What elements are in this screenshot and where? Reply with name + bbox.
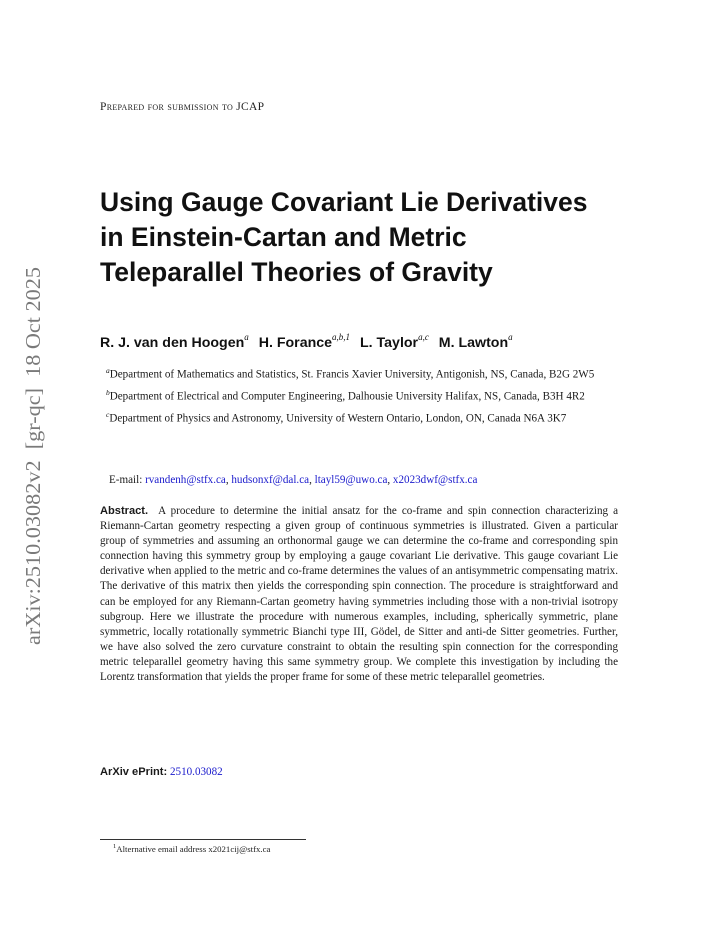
affiliation: $^c$Department of Physics and Astronomy, University of Western Ontario, London, ON, Canada N6A 3K7 xyxy=(106,410,567,426)
author: L. Taylor$^{a,c}$ xyxy=(360,332,429,351)
email-line: E-mail: rvandenh@stfx.ca, hudsonxf@dal.ca, ltayl59@uwo.ca, x2023dwf@stfx.ca xyxy=(109,474,478,486)
email-link[interactable]: x2023dwf@stfx.ca xyxy=(392,474,478,486)
arxiv-id-stamp xyxy=(18,265,48,645)
email-label: E-mail: xyxy=(109,474,143,486)
abstract-label: Abstract. xyxy=(100,505,149,517)
email-link[interactable]: ltayl59@uwo.ca xyxy=(314,474,388,486)
arxiv-id-stamp-text: arXiv:2510.03082v2 [gr-qc] 18 Oct 2025 xyxy=(21,279,45,645)
author: H. Forance$^{a,b,1}$ xyxy=(258,332,351,351)
footnote: $^1$Alternative email address x2021cij@stfx.ca xyxy=(113,843,271,854)
abstract-text: A procedure to determine the initial ansatz for the co-frame and spin connection characterizing a Riemann-Cartan geometry respecting a given group of continuous symmetries is illustrated. Given a particular group of symmetries and assuming an orthonormal gauge we can determine the co-frame and corresponding spin connection having this symmetry group by employing a gauge covariant Lie derivative. This gauge covariant Lie derivative when applied to the metric and co-frame determines the values of an antisymmetric compensating matrix. The derivative of this matrix then yields the corresponding spin connection. The procedure is straightforward and can be employed for any Riemann-Cartan geometry having symmetries including those with a non-trivial isotropy subgroup. Here we illustrate the procedure with numerous examples, including, spherically symmetric, plane symmetric, locally rotationally symmetric Bianchi type III, Gödel, de Sitter and anti-de Sitter geometries. Further, we have also solved the zero curvature constraint to obtain the resulting spin connection for the corresponding metric teleparallel geometry having this same symmetry group. We complete this investigation by including the Lorentz transformation that yields the proper frame for some of these metric teleparallel geometries. xyxy=(100,505,619,684)
affiliation-list xyxy=(106,364,618,431)
footnote-divider xyxy=(100,839,306,840)
affiliation: $^b$Department of Electrical and Computer Engineering, Dalhousie University Halifax, NS, Canada, B3H 4R2 xyxy=(106,388,585,403)
arxiv-eprint xyxy=(100,766,223,778)
author: R. J. van den Hoogen$^a$ xyxy=(100,332,249,351)
email-link[interactable]: hudsonxf@dal.ca xyxy=(231,474,310,486)
eprint-link[interactable]: 2510.03082 xyxy=(169,766,223,778)
affiliation: $^a$Department of Mathematics and Statistics, St. Francis Xavier University, Antigonish, NS, Canada, B2G 2W5 xyxy=(106,366,595,381)
author: M. Lawton$^a$ xyxy=(438,332,513,351)
email-link[interactable]: rvandenh@stfx.ca xyxy=(145,474,226,486)
title-line-2: in Einstein-Cartan and Metric xyxy=(100,222,467,252)
eprint-label: ArXiv ePrint: xyxy=(100,766,168,778)
title-line-3: Teleparallel Theories of Gravity xyxy=(100,257,493,287)
abstract xyxy=(100,504,618,685)
author-list xyxy=(100,333,660,351)
paper-title xyxy=(100,185,660,290)
prepared-for-submission: Prepared for submission to JCAP xyxy=(100,101,265,113)
title-line-1: Using Gauge Covariant Lie Derivatives xyxy=(100,187,588,217)
